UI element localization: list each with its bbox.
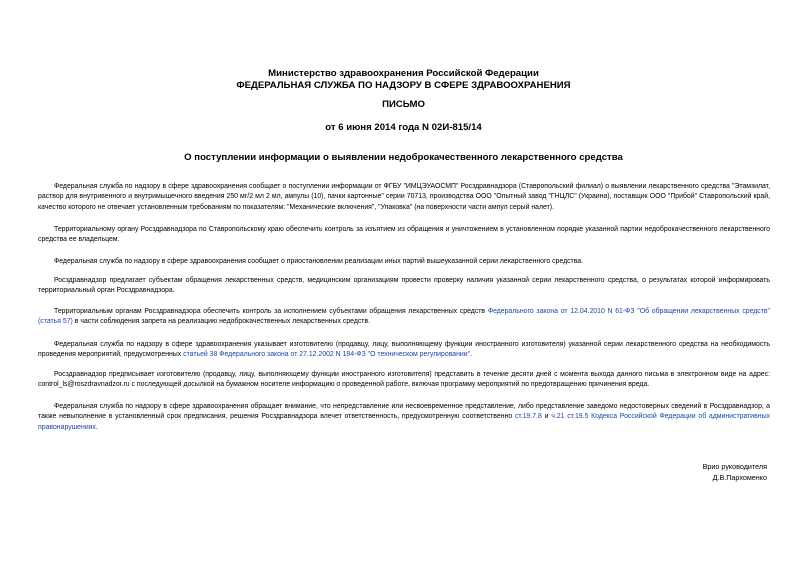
paragraph-8-part-c: . [95,423,98,431]
paragraph-7-text: Росздравнадзор предписывает изготовителю (продавцу, лицу, выполняющему функции иностранного изготовителя) представить в течение десяти дней с момента выхода данного письма в электронном виде на адрес: control_ls@roszdravnadzor.ru с последующей досылкой на бумажном носителе информацию о проведенной работе, включая программу мероприятий по предотвращению причинения вреда. [38,371,770,389]
paragraph-2 [38,225,770,246]
paragraph-4-text: Росздравнадзор предлагает субъектам обращения лекарственных средств, медицинским организациям провести проверку наличия указанной серии лекарственного средства, о результатах которой информировать территориальный орган Росздравнадзора. [38,277,770,295]
paragraph-5-part-c: в части соблюдения запрета на реализацию недоброкачественных лекарственных средств. [72,318,371,326]
paragraph-5-part-a: Территориальным органам Росздравнадзора обеспечить контроль за исполнением субъектами обращения лекарственных средств [54,308,488,315]
paragraph-1-text: Федеральная служба по надзору в сфере здравоохранения сообщает о поступлении информации от ФГБУ "ИМЦЭУАОСМП" Росздравнадзора (Ставропольский филиал) о выявлении лекарственного средства "Этамзилат, раствор для внутривенного и внутримышечного введения 250 мг/2 мл 2 мл, ампулы (10), пачки картонные" серии 70713, производства ООО "Опытный завод "ГНЦЛС" (Украина), поставщик ООО "Прибой" Ставропольский край, качество которого не отвечает установленным требованиям по показателям: "Механические включения", "Упаковка" (на поверхности части ампул серый налет). [38,183,770,211]
signature-name: Д.В.Пархоменко [712,473,767,482]
paragraph-1 [38,182,770,213]
paragraph-7 [38,370,770,391]
paragraph-6-text [38,340,770,361]
paragraph-2-text: Территориальному органу Росздравнадзора по Ставропольскому краю обеспечить контроль за изъятием из обращения и уничтожением в установленном порядке указанной партии недоброкачественного лекарственного средства ее владельцем. [38,226,770,244]
federal-law-61-fz-link[interactable]: Федерального закона от 12.04.2010 N 61-ФЗ "Об обращении лекарственных средств" [487,308,771,315]
signature-position: Врио руководителя [702,462,767,471]
paragraph-3 [38,257,770,267]
article-38-184-fz-link[interactable]: статьей 38 Федерального закона от 27.12.2002 N 184-ФЗ "О техническом регулировании" [183,351,471,359]
ministry-heading: Министерство здравоохранения Российской Федерации [268,68,539,79]
doc-type-heading: ПИСЬМО [382,99,425,110]
paragraph-6-part-b: . [470,351,472,359]
article-57-link[interactable]: (статья 57) [38,318,73,326]
paragraph-8-part-a: Федеральная служба по надзору в сфере здравоохранения обращает внимание, что непредставление или несвоевременное представление, либо представление заведомо недостоверных сведений в Росздравнадзор, а также невыполнение в установленный срок предписания, решения Росздравнадзора влечет ответственность, предусмотренную соответственно [38,403,770,421]
paragraph-4 [38,276,770,297]
paragraph-3-text: Федеральная служба по надзору в сфере здравоохранения сообщает о приостановлении реализации иных партий вышеуказанной серии лекарственного средства. [54,258,584,265]
paragraph-5-text [38,307,770,328]
paragraph-8-text [38,402,770,433]
paragraph-5 [38,307,770,328]
paragraph-6 [38,340,770,361]
document-title: О поступлении информации о выявлении недоброкачественного лекарственного средства [184,152,623,163]
paragraph-6-part-a: Федеральная служба по надзору в сфере здравоохранения указывает изготовителю (продавцу, лицу, выполняющему функции иностранного изготовителя) указанной серии лекарственного средства на необходимость проведения мероприятий, предусмотренных [38,341,770,359]
article-19-7-8-link[interactable]: ст.19.7.8 [514,413,542,421]
paragraph-8-part-b: и [541,413,552,421]
service-heading: ФЕДЕРАЛЬНАЯ СЛУЖБА ПО НАДЗОРУ В СФЕРЕ ЗДРАВООХРАНЕНИЯ [236,80,571,91]
koap-article-19-5-link[interactable]: ч.21 ст.19.5 Кодекса Российской Федерации об административных правонарушениях [38,413,770,431]
paragraph-8 [38,402,770,433]
date-number-heading: от 6 июня 2014 года N 02И-815/14 [325,122,482,133]
